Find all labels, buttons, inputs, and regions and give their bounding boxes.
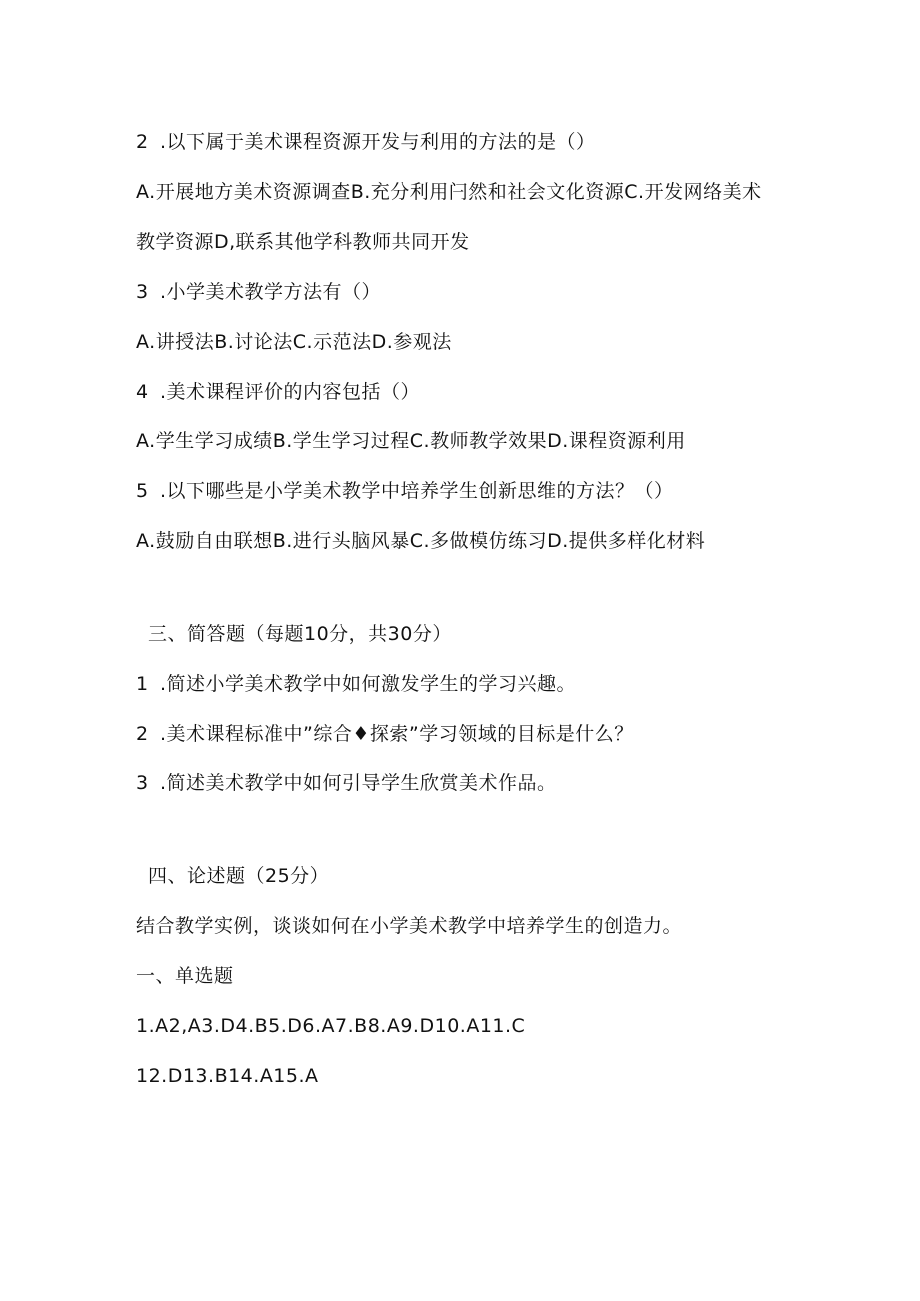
question-number: 2 <box>136 131 149 153</box>
question-3 <box>136 280 381 304</box>
question-2-options-line-2: 教学资源D,联系其他学科教师共同开发 <box>136 231 470 253</box>
answers-line-2: 12.D13.B14.A15.A <box>136 1065 319 1087</box>
section-3-heading: 三、简答题（每题10分，共30分） <box>148 623 452 645</box>
essay-prompt: 结合教学实例，谈谈如何在小学美术教学中培养学生的创造力。 <box>136 915 683 937</box>
question-4-options: A.学生学习成绩B.学生学习过程C.教师教学效果D.课程资源利用 <box>136 430 686 452</box>
question-text: .小学美术教学方法有（） <box>160 281 382 303</box>
question-text: .以下属于美术课程资源开发与利用的方法的是（） <box>160 131 596 153</box>
question-text: .简述美术教学中如何引导学生欣赏美术作品。 <box>160 772 557 794</box>
question-5 <box>136 479 674 503</box>
question-number: 3 <box>136 281 149 303</box>
question-2-options-line-1: A.开展地方美术资源调查B.充分利用闩然和社会文化资源C.开发网络美术 <box>136 181 762 203</box>
answers-line-1: 1.A2,A3.D4.B5.D6.A7.B8.A9.D10.A11.C <box>136 1015 526 1037</box>
short-answer-3 <box>136 771 557 795</box>
answers-heading: 一、单选题 <box>136 965 234 987</box>
question-3-options: A.讲授法B.讨论法C.示范法D.参观法 <box>136 331 452 353</box>
question-5-options: A.鼓励自由联想B.进行头脑风暴C.多做模仿练习D.提供多样化材料 <box>136 530 706 552</box>
question-number: 1 <box>136 673 149 695</box>
question-text: .美术课程标准中”综合♦探索”学习领域的目标是什么？ <box>160 723 634 745</box>
question-4 <box>136 380 420 404</box>
question-number: 2 <box>136 723 149 745</box>
question-text: .以下哪些是小学美术教学中培养学生创新思维的方法？（） <box>160 480 674 502</box>
question-number: 5 <box>136 480 149 502</box>
short-answer-2 <box>136 722 634 746</box>
question-2 <box>136 130 596 154</box>
question-text: .简述小学美术教学中如何激发学生的学习兴趣。 <box>160 673 577 695</box>
section-4-heading: 四、论述题（25分） <box>148 865 330 887</box>
question-number: 3 <box>136 772 149 794</box>
question-number: 4 <box>136 381 149 403</box>
short-answer-1 <box>136 672 576 696</box>
question-text: .美术课程评价的内容包括（） <box>160 381 421 403</box>
